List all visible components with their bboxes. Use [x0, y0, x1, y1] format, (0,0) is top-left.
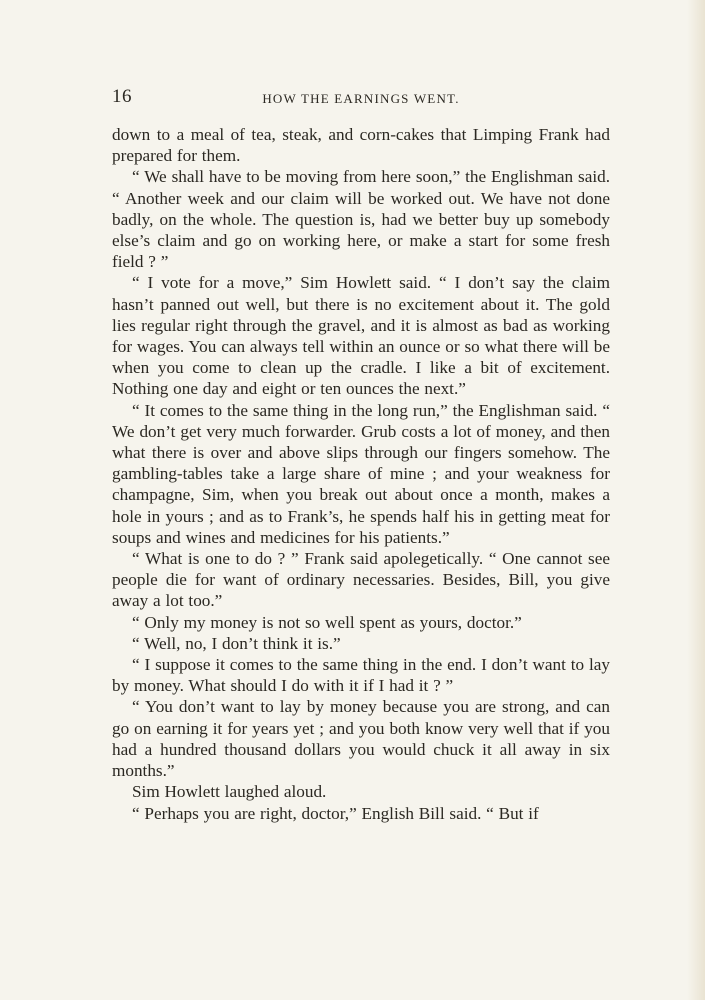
- paragraph-6: “ Only my money is not so well spent as yours, doctor.”: [132, 612, 522, 632]
- paragraph-5: “ What is one to do ? ” Frank said apolegetically. “ One cannot see people die for want of ordinary necessaries. Besides, Bill, you give away a lot too.”: [112, 549, 610, 611]
- page-header: [112, 86, 610, 110]
- paragraph-1: down to a meal of tea, steak, and corn-cakes that Limping Frank had prepared for them.: [112, 125, 610, 166]
- page-edge-shading: [687, 0, 705, 1000]
- paragraph-3: “ I vote for a move,” Sim Howlett said. “ I don’t say the claim hasn’t panned out well, but there is no excitement about it. The gold lies regular right through the gravel, and it is almost as bad as working for wages. You can always tell within an ounce or so what there will be when you come to clean up the cradle. I like a bit of excitement. Nothing one day and eight or ten ounces the next.”: [112, 273, 610, 399]
- body-text: [112, 124, 610, 824]
- paragraph-8: “ I suppose it comes to the same thing in the end. I don’t want to lay by money. What should I do with it if I had it ? ”: [112, 655, 610, 696]
- running-head: HOW THE EARNINGS WENT.: [262, 91, 460, 106]
- paragraph-11: “ Perhaps you are right, doctor,” English Bill said. “ But if: [132, 803, 539, 823]
- page-number: 16: [112, 86, 132, 107]
- paragraph-10: Sim Howlett laughed aloud.: [132, 782, 327, 802]
- paragraph-9: “ You don’t want to lay by money because you are strong, and can go on earning it for years yet ; and you both know very well that if you had a hundred thousand dollars you would chuck it all away in six months.”: [112, 697, 610, 781]
- paragraph-4: “ It comes to the same thing in the long run,” the Englishman said. “ We don’t get very much forwarder. Grub costs a lot of money, and then what there is over and above slips through our fingers somehow. The gambling-tables take a large share of mine ; and your weakness for champagne, Sim, when you break out about once a month, makes a hole in yours ; and as to Frank’s, he spends half his in getting meat for soups and wines and medicines for his patients.”: [112, 400, 610, 547]
- paragraph-2: “ We shall have to be moving from here soon,” the Englishman said. “ Another week and our claim will be worked out. We have not done badly, on the whole. The question is, had we better buy up somebody else’s claim and go on working here, or make a start for some fresh field ? ”: [112, 167, 610, 272]
- paragraph-7: “ Well, no, I don’t think it is.”: [132, 633, 341, 653]
